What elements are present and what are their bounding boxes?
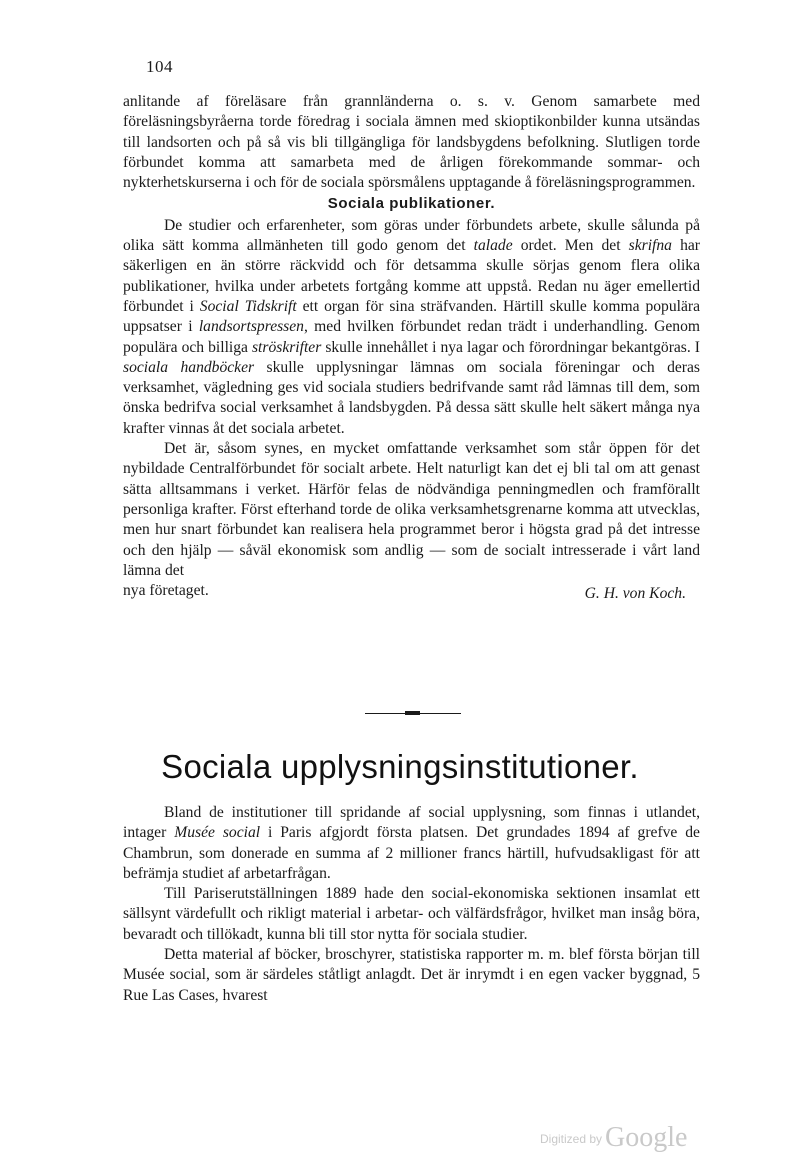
paragraph-exhibition: Till Pariserutställningen 1889 hade den social-ekonomiska sektionen insamlat ett sällsynt värdefullt och rikligt material i arbetar- och välfärdsfrågor, hvilket man insåg böra, bevaradt och tillökadt, kunna bli till stor nytta för sociala studier. [123,885,700,943]
text-run: Bland de institutioner till spridande af social upplysning, som finnas i utlandet, intager [123,804,700,842]
google-logo: Google [605,1122,688,1153]
section-title: Sociala upplysningsinstitutioner. [161,748,639,785]
paragraph-material: Detta material af böcker, broschyrer, statistiska rapporter m. m. blef första början till Musée social, som är särdeles ståtligt anlagdt. Det är inrymdt i en egen vacker byggnad, 5 Rue Las Cases, hvarest [123,946,700,1004]
italic-term: Musée social [174,824,261,842]
italic-term: skrifna [628,237,672,255]
page-number: 104 [146,57,173,76]
digitized-watermark [540,1122,687,1154]
top-text-block [123,92,700,601]
text-run: , med hvilken förbundet redan trädt i underhandling. Genom populära och billiga [123,318,700,356]
closing-text: nya företaget. [123,582,209,600]
italic-term: landsortspressen [198,318,304,336]
text-run: De studier och erfarenheter, som göras under förbundets arbete, skulle sålunda på olika sätt komma allmänheten till godo genom det [123,216,700,255]
italic-term: sociala handböcker [123,358,255,376]
paragraph-musee-social [123,803,700,884]
text-run: skulle innehållet i nya lagar och förordningar bekantgöras. I [321,338,700,356]
author-signature: G. H. von Koch. [584,585,686,603]
section-divider-ornament [405,711,420,715]
text-run: har säkerligen en än större räckvidd och för detsamma skulle sörjas genom flera olika publikationer, hvilka under arbetets fortgång komme att uppstå. Redan nu äger emellertid förbundet i [123,237,701,315]
sub-heading-publications: Sociala publikationer. [327,195,496,213]
closing-line [123,581,700,601]
text-run: ett organ för sina sträfvanden. Härtill skulle komma populära uppsatser i [123,297,700,336]
italic-term: Social Tidskrift [199,297,297,315]
text-run: skulle upplysningar lämnas om sociala föreningar och deras verksamhet, vägledning ges vid sociala studiers bedrifvande samt råd lämnas till dem, som önska bedrifva social verksamhet å landsbygden. På dessa sätt skulle helt säkert många nya krafter vinnas åt det sociala arbetet. [123,358,700,437]
italic-term: ströskrifter [251,338,322,356]
italic-term: talade [473,237,513,255]
section-text-block [123,803,700,1006]
text-run: ordet. Men det [512,237,629,255]
paragraph-program: Det är, såsom synes, en mycket omfattande verksamhet som står öppen för det nybildade Centralförbundet för socialt arbete. Helt naturligt kan det ej bli tal om att genast sätta alltsammans i verket. Härför felas de nödvändiga penningmedlen och framförallt personliga krafter. Först efterhand torde de olika verksamhetsgrenarne komma att utvecklas, men hur snart förbundet kan realisera hela programmet beror i högsta grad på det intresse och den hjälp — såväl ekonomisk som andlig — som de socialt intresserade i vårt land lämna det [123,440,700,579]
watermark-prefix: Digitized by [540,1132,603,1146]
paragraph-intro: anlitande af föreläsare från grannländerna o. s. v. Genom samarbete med föreläsningsbyråerna torde föredrag i sociala ämnen med skioptikonbilder kunna utsändas till landsorten och på så vis bli tillgängliga för landsbygdens befolkning. Slutligen torde förbundet komma att samarbeta med de årligen förekommande sommar- och nykterhetskurserna i och för de sociala spörsmålens upptagande å föreläsningsprogrammen. [123,93,700,192]
paragraph-publications [123,216,700,439]
text-run: i Paris afgjordt första platsen. Det grundades 1894 af grefve de Chambrun, som donerade en summa af 2 millioner francs härtill, hufvudsakligast för att befrämja studiet af arbetarfrågan. [123,824,700,882]
